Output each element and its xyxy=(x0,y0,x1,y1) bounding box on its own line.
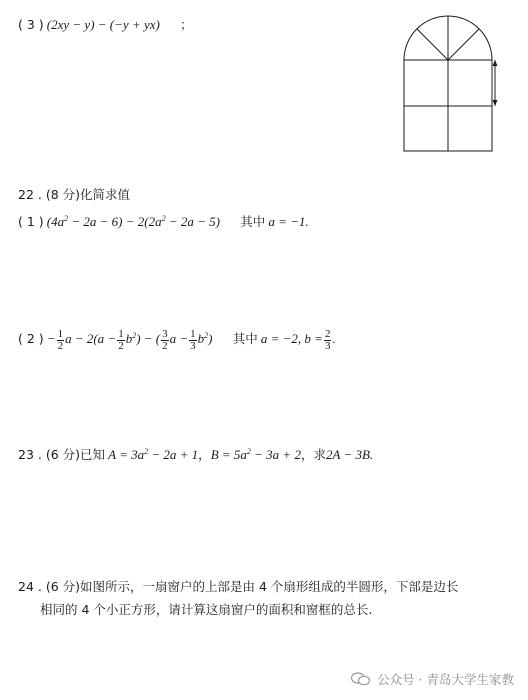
sector-line-right xyxy=(448,29,479,60)
q21-part3-label: ( 3 ) xyxy=(18,17,44,32)
q22-part2: ( 2 ) − $\frac{1}{2}$ a − 2(a − $\frac{1}{2}$ $b^2$) − ( $\frac{3}{2}$ a − $\frac{1}{3}$ $b^2$) 其中 a = −2, b = $\frac{2}{3}$ . xyxy=(18,327,336,352)
q22-part1-label: ( 1 ) xyxy=(18,214,44,229)
q22-header: 22 . (8 分)化简求值 xyxy=(18,187,131,202)
q24-line1: 24 . (6 分)如图所示，一扇窗户的上部是由 4 个扇形组成的半圆形，下部是边长 xyxy=(18,579,459,594)
q22-part2-where: 其中 xyxy=(232,331,258,346)
window-diagram xyxy=(402,12,502,154)
q22-part1: ( 1 ) $(4a^2 - 2a - 6) - 2(2a^2 - 2a - 5)$ 其中 a = −1. xyxy=(18,214,309,229)
q21-part3-expr: (2xy − y) − (−y + yx) xyxy=(46,17,160,32)
q21-part3-end: ； xyxy=(180,17,193,32)
q23-header: 23 . (6 分)已知 xyxy=(18,447,106,462)
q22-part2-label: ( 2 ) xyxy=(18,331,44,346)
wechat-icon xyxy=(351,672,371,686)
watermark xyxy=(351,670,514,688)
q22-part2-condition: a = −2, b = xyxy=(260,331,323,346)
q21-part3 xyxy=(18,16,193,34)
q22-part1-where: 其中 xyxy=(240,214,266,229)
q23: 23 . (6 分)已知 $A = 3a^2 - 2a + 1$，$B = 5a^2 - 3a + 2$，求2A − 3B. xyxy=(18,447,374,462)
watermark-text: 公众号 · 青岛大学生家教 xyxy=(377,672,514,687)
sector-line-left xyxy=(417,29,448,60)
q22-part1-condition: a = −1. xyxy=(268,214,309,229)
q24-line2: 相同的 4 个小正方形，请计算这扇窗户的面积和窗框的总长. xyxy=(40,602,373,617)
